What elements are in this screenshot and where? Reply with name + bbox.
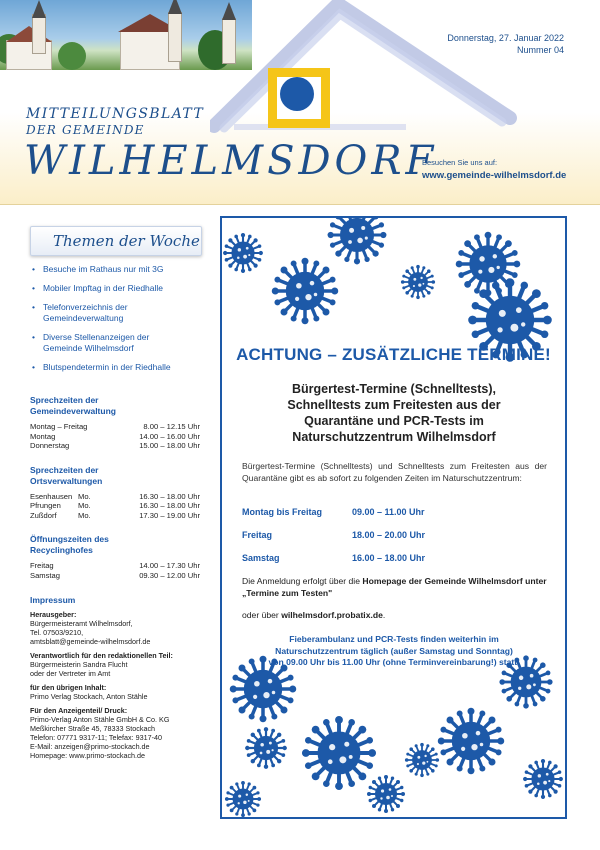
responsible-line: oder der Vertreter im Amt xyxy=(30,669,111,678)
recycling-heading: Öffnungszeiten des Recyclinghofes xyxy=(30,534,109,555)
impressum-heading: Impressum xyxy=(30,595,76,605)
publisher-line: Tel. 07503/9210, xyxy=(30,628,84,637)
recycling-table xyxy=(30,561,200,580)
schedule-day: Samstag xyxy=(242,553,280,563)
virus-icon xyxy=(222,232,264,274)
table-row: Pfrungen Mo. 16.30 – 18.00 Uhr xyxy=(30,501,200,510)
website-link[interactable]: www.gemeinde-wilhelmsdorf.de xyxy=(422,170,567,181)
sprechzeiten-ov-table xyxy=(30,492,200,521)
themen-heading: Themen der Woche xyxy=(53,232,200,250)
list-item[interactable]: • Mobiler Impftag in der Riedhalle xyxy=(32,283,164,293)
sidebar xyxy=(30,226,210,760)
list-item[interactable]: • Telefonverzeichnis der Gemeindeverwaltung xyxy=(32,302,128,323)
masthead-line2: DER GEMEINDE xyxy=(26,123,145,137)
schedule-day: Montag bis Freitag xyxy=(242,507,323,517)
virus-icon xyxy=(400,264,436,300)
other-line: Primo Verlag Stockach, Anton Stähle xyxy=(30,692,148,701)
sprechzeiten-gv-heading: Sprechzeiten der Gemeindeverwaltung xyxy=(30,395,116,416)
schedule-time: 09.00 – 11.00 Uhr xyxy=(352,507,425,517)
other-label: für den übrigen Inhalt: xyxy=(30,683,107,692)
logo-dot xyxy=(280,77,314,111)
themen-heading-box xyxy=(30,226,202,256)
table-row: Montag 14.00 – 16.00 Uhr xyxy=(30,431,200,441)
table-row: Samstag 09.30 – 12.00 Uhr xyxy=(30,570,200,580)
schedule-time: 16.00 – 18.00 Uhr xyxy=(352,553,426,563)
list-item[interactable]: • Besuche im Rathaus nur mit 3G xyxy=(32,264,164,274)
virus-icon xyxy=(270,256,340,326)
publisher-label: Herausgeber: xyxy=(30,610,77,619)
notice-box xyxy=(220,216,567,819)
ads-line: Telefon: 07771 9317-11; Telefax: 9317-40 xyxy=(30,733,163,742)
registration-text: Die Anmeldung erfolgt über die Homepage der Gemeinde Wilhelmsdorf unter „Termine zum Testen" xyxy=(242,576,547,598)
alt-registration-text: oder über wilhelmsdorf.probatix.de. xyxy=(242,610,386,620)
ads-line: Meßkircher Straße 45, 78333 Stockach xyxy=(30,724,156,733)
table-row: Donnerstag 15.00 – 18.00 Uhr xyxy=(30,441,200,450)
masthead-line1: MITTEILUNGSBLATT xyxy=(26,106,205,122)
list-item[interactable]: • Blutspendetermin in der Riedhalle xyxy=(32,362,171,372)
registration-link[interactable]: Homepage der Gemeinde Wilhelmsdorf unter „Termine zum Testen" xyxy=(242,576,547,598)
bullet-icon: • xyxy=(32,362,35,372)
table-row: Zußdorf Mo. 17.30 – 19.00 Uhr xyxy=(30,510,200,520)
sprechzeiten-gv-table xyxy=(30,422,200,451)
notice-body: Bürgertest-Termine (Schnelltests) und Schnelltests zum Freitesten aus der Quarantäne gibt es ab sofort zu folgenden Zeiten im Naturschutzzentrum: xyxy=(242,461,547,483)
virus-icon xyxy=(404,742,440,778)
issue-date: Donnerstag, 27. Januar 2022 xyxy=(447,33,564,43)
publisher-line: Bürgermeisteramt Wilhelmsdorf, xyxy=(30,619,133,628)
issue-number: Nummer 04 xyxy=(516,45,564,55)
bullet-icon: • xyxy=(32,283,35,293)
ads-label: Für den Anzeigenteil/ Druck: xyxy=(30,706,128,715)
table-row: Freitag 14.00 – 17.30 Uhr xyxy=(30,561,200,570)
bullet-icon: • xyxy=(32,264,35,274)
ads-homepage[interactable]: Homepage: www.primo-stockach.de xyxy=(30,751,146,760)
masthead-title: WILHELMSDORF xyxy=(24,138,438,184)
responsible-label: Verantwortlich für den redaktionellen Teil: xyxy=(30,651,173,660)
ads-email[interactable]: E-Mail: anzeigen@primo-stockach.de xyxy=(30,742,150,751)
bullet-icon: • xyxy=(32,302,35,312)
bullet-icon: • xyxy=(32,332,35,342)
notice-subtitle: Bürgertest-Termine (Schnelltests), Schnelltests zum Freitesten aus der Quarantäne und PCR-Tests im Naturschutzzentrum Wilhelmsdorf xyxy=(287,382,501,444)
masthead xyxy=(0,0,600,205)
ads-line: Primo-Verlag Anton Stähle GmbH & Co. KG xyxy=(30,715,170,724)
probatix-link[interactable]: wilhelmsdorf.probatix.de xyxy=(281,610,383,620)
visit-label: Besuchen Sie uns auf: xyxy=(422,158,498,167)
virus-icon xyxy=(366,774,406,814)
virus-icon xyxy=(224,780,262,818)
schedule-day: Freitag xyxy=(242,530,273,540)
issue-info xyxy=(447,32,564,56)
table-row: Esenhausen Mo. 16.30 – 18.00 Uhr xyxy=(30,491,200,501)
themen-list xyxy=(30,264,210,373)
list-item[interactable]: • Diverse Stellenanzeigen der Gemeinde Wilhelmsdorf xyxy=(32,332,150,353)
header-divider xyxy=(0,204,600,205)
publisher-email[interactable]: amtsblatt@gemeinde-wilhelmsdorf.de xyxy=(30,637,151,646)
virus-icon xyxy=(244,726,288,770)
notice-title: ACHTUNG – ZUSÄTZLICHE TERMINE! xyxy=(236,345,551,364)
responsible-line: Bürgermeisterin Sandra Flucht xyxy=(30,660,128,669)
sprechzeiten-ov-heading: Sprechzeiten der Ortsverwaltungen xyxy=(30,464,103,486)
table-row: Montag – Freitag 8.00 – 12.15 Uhr xyxy=(30,422,200,431)
schedule-time: 18.00 – 20.00 Uhr xyxy=(352,530,426,540)
house-logo xyxy=(210,0,570,135)
virus-icon xyxy=(522,758,564,800)
virus-icon xyxy=(436,706,506,776)
fieber-info: Fieberambulanz und PCR-Tests finden weiterhin im Naturschutzzentrum täglich (außer Samstag und Sonntag) von 09.00 Uhr bis 11.00 Uhr (ohne Terminvereinbarung!) statt. xyxy=(268,634,520,667)
